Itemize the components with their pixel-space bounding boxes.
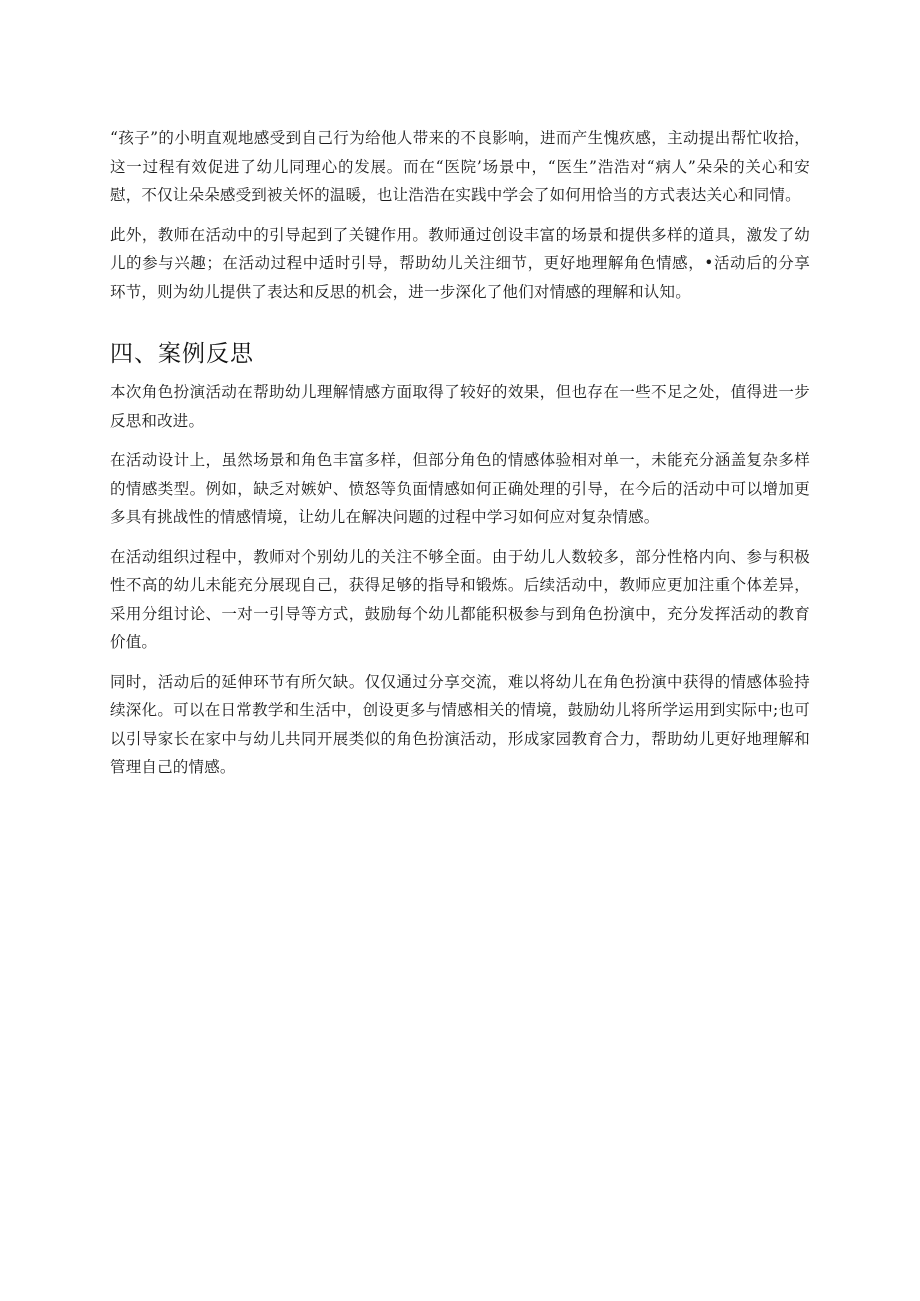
document-page [110, 124, 810, 793]
intro-paragraph-1: “孩子”的小明直观地感受到自己行为给他人带来的不良影响，进而产生愧疚感，主动提出帮忙收拾，这一过程有效促进了幼儿同理心的发展。而在“医院’场景中，“医生”浩浩对“病人”朵朵的关心和安慰，不仅让朵朵感受到被关怀的温暖，也让浩浩在实践中学会了如何用恰当的方式表达关心和同情。 [110, 129, 810, 204]
section-paragraph-1: 本次角色扮演活动在帮助幼儿理解情感方面取得了较好的效果，但也存在一些不足之处，值得进一步反思和改进。 [110, 383, 810, 430]
section-heading: 四、案例反思 [110, 341, 254, 367]
intro-paragraph-2: 此外，教师在活动中的引导起到了关键作用。教师通过创设丰富的场景和提供多样的道具，激发了幼儿的参与兴趣；在活动过程中适时引导，帮助幼儿关注细节，更好地理解角色情感，•活动后的分享环节，则为幼儿提供了表达和反思的机会，进一步深化了他们对情感的理解和认知。 [110, 225, 810, 301]
section-paragraph-4: 同时，活动后的延伸环节有所欠缺。仅仅通过分享交流，难以将幼儿在角色扮演中获得的情感体验持续深化。可以在日常教学和生活中，创设更多与情感相关的情境，鼓励幼儿将所学运用到实际中;也可以引导家长在家中与幼儿共同开展类似的角色扮演活动，形成家园教育合力，帮助幼儿更好地理解和管理自己的情感。 [110, 672, 810, 776]
section-paragraph-2: 在活动设计上，虽然场景和角色丰富多样，但部分角色的情感体验相对单一，未能充分涵盖复杂多样的情感类型。例如，缺乏对嫉妒、愤怒等负面情感如何正确处理的引导，在今后的活动中可以增加更多具有挑战性的情感情境，让幼儿在解决问题的过程中学习如何应对复杂情感。 [110, 451, 810, 526]
section-paragraph-3: 在活动组织过程中，教师对个别幼儿的关注不够全面。由于幼儿人数较多，部分性格内向、参与积极性不高的幼儿未能充分展现自己，获得足够的指导和锻炼。后续活动中，教师应更加注重个体差异，采用分组讨论、一对一引导等方式，鼓励每个幼儿都能积极参与到角色扮演中，充分发挥活动的教育价值。 [110, 547, 810, 651]
